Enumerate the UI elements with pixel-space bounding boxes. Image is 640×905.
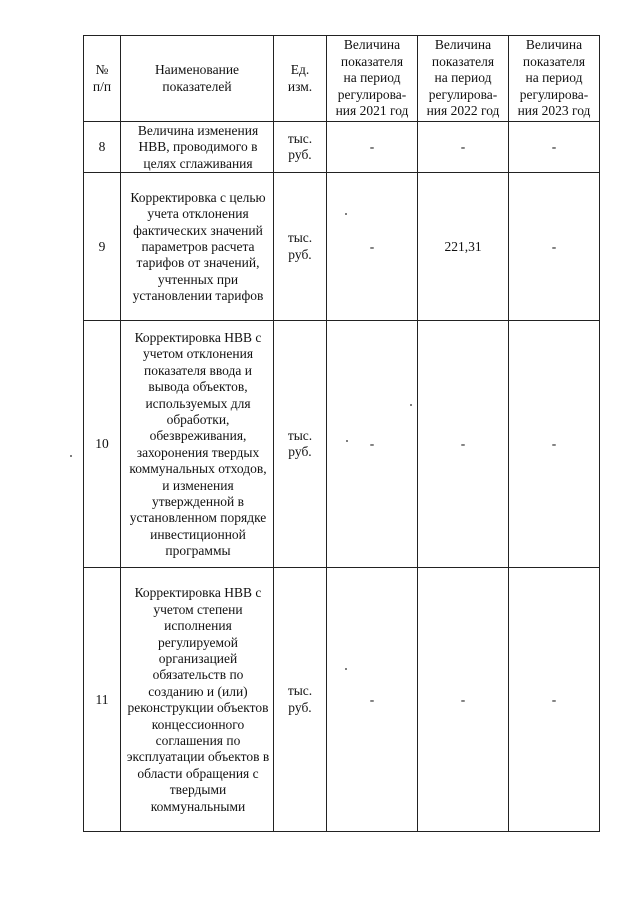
row-unit: тыс. руб. [274, 122, 327, 173]
row-value-2022: 221,31 [418, 173, 509, 321]
scan-speck [346, 440, 348, 442]
row-value-2022: - [418, 568, 509, 832]
row-value-2023: - [509, 568, 600, 832]
row-num: 10 [84, 321, 121, 568]
row-unit: тыс. руб. [274, 321, 327, 568]
table-header-row [84, 36, 600, 122]
row-value-2023: - [509, 122, 600, 173]
header-num: № п/п [84, 36, 121, 122]
table-row [84, 568, 600, 832]
row-value-2021: - [327, 568, 418, 832]
row-num: 11 [84, 568, 121, 832]
row-value-2021: - [327, 122, 418, 173]
row-name: Величина изменения НВВ, проводимого в целях сглаживания [121, 122, 274, 173]
row-value-2023: - [509, 321, 600, 568]
scan-speck [410, 404, 412, 406]
row-value-2023: - [509, 173, 600, 321]
scan-speck [345, 213, 347, 215]
row-num: 9 [84, 173, 121, 321]
row-unit: тыс. руб. [274, 173, 327, 321]
table-row [84, 321, 600, 568]
table-row [84, 122, 600, 173]
row-name: Корректировка НВВ с учетом степени исполнения регулируемой организацией обязательств по созданию и (или) реконструкции объектов концессионного соглашения по эксплуатации объектов в области обращения с твердыми коммунальными [121, 568, 274, 832]
row-name: Корректировка НВВ с учетом отклонения показателя ввода и вывода объектов, используемых для обработки, обезвреживания, захоронения твердых коммунальных отходов, и изменения утвержденной в установленном порядке инвестиционной программы [121, 321, 274, 568]
scan-speck [345, 668, 347, 670]
row-num: 8 [84, 122, 121, 173]
row-value-2021: - [327, 173, 418, 321]
header-2021: Величина показателя на период регулирова- ния 2021 год [327, 36, 418, 122]
header-2023: Величина показателя на период регулирова- ния 2023 год [509, 36, 600, 122]
row-unit: тыс. руб. [274, 568, 327, 832]
row-name: Корректировка с целью учета отклонения фактических значений параметров расчета тарифов от значений, учтенных при установлении тарифов [121, 173, 274, 321]
indicators-table [83, 35, 600, 832]
row-value-2021: - [327, 321, 418, 568]
row-value-2022: - [418, 122, 509, 173]
scan-speck [70, 455, 72, 457]
table-row [84, 173, 600, 321]
row-value-2022: - [418, 321, 509, 568]
header-2022: Величина показателя на период регулирова- ния 2022 год [418, 36, 509, 122]
header-name: Наименование показателей [121, 36, 274, 122]
header-unit: Ед. изм. [274, 36, 327, 122]
